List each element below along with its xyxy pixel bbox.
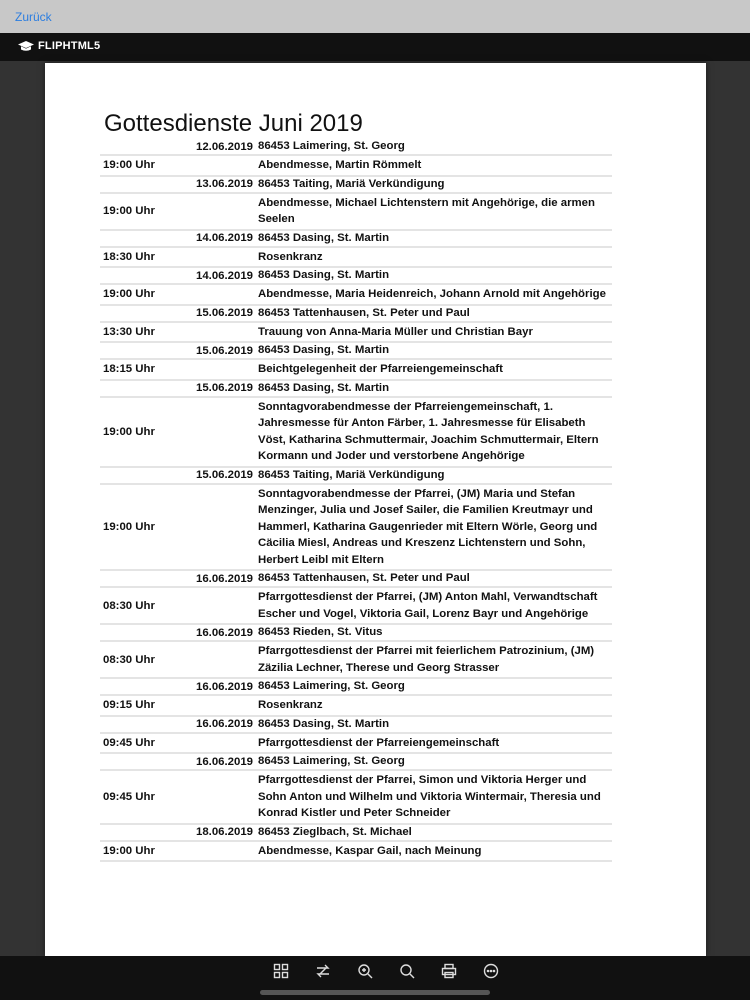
schedule-event-row: [100, 696, 612, 717]
time-cell: 08:30 Uhr: [103, 599, 155, 612]
schedule-place-row: [100, 717, 612, 734]
time-cell: 09:45 Uhr: [103, 736, 155, 749]
schedule-place-row: [100, 306, 612, 323]
document-title: Gottesdienste Juni 2019: [104, 110, 363, 137]
date-cell: 16.06.2019: [195, 718, 253, 730]
schedule-place-row: [100, 625, 612, 642]
grid-icon: [273, 963, 289, 979]
schedule-place-row: [100, 825, 612, 842]
event-cell: Trauung von Anna-Maria Müller und Christian Bayr: [258, 325, 533, 338]
zoom-in-button[interactable]: [344, 963, 386, 979]
flip-mode-button[interactable]: [302, 963, 344, 979]
schedule-event-row: [100, 285, 612, 306]
place-cell: 86453 Dasing, St. Martin: [258, 344, 390, 357]
place-cell: 86453 Dasing, St. Martin: [258, 231, 390, 244]
time-cell: 19:00 Uhr: [103, 205, 155, 217]
schedule-event-row: [100, 194, 612, 231]
place-cell: 86453 Taiting, Mariä Verkündigung: [258, 468, 445, 481]
schedule-place-row: [100, 139, 612, 156]
more-button[interactable]: [470, 963, 512, 979]
time-cell: 19:00 Uhr: [103, 159, 155, 172]
brand-name: FLIPHTML5: [38, 40, 101, 52]
date-cell: 15.06.2019: [195, 382, 253, 394]
schedule-place-row: [100, 381, 612, 398]
schedule-event-row: [100, 398, 612, 468]
search-icon: [399, 963, 415, 979]
brand-logo[interactable]: [18, 40, 100, 52]
place-cell: 86453 Taiting, Mariä Verkündigung: [258, 177, 445, 190]
schedule-place-row: [100, 679, 612, 696]
place-cell: 86453 Zieglbach, St. Michael: [258, 825, 412, 838]
time-cell: 19:00 Uhr: [103, 844, 155, 857]
schedule-event-row: [100, 360, 612, 381]
place-cell: 86453 Laimering, St. Georg: [258, 680, 405, 693]
schedule-place-row: [100, 571, 612, 588]
schedule-place-row: [100, 343, 612, 360]
date-cell: 15.06.2019: [195, 469, 253, 481]
date-cell: 15.06.2019: [195, 307, 253, 319]
browser-top-bar: [0, 0, 750, 33]
event-cell: Pfarrgottesdienst der Pfarreiengemeinschaft: [258, 736, 500, 749]
schedule-event-row: [100, 248, 612, 269]
place-cell: 86453 Dasing, St. Martin: [258, 717, 390, 730]
date-cell: 16.06.2019: [195, 572, 253, 585]
more-icon: [483, 963, 499, 979]
schedule-table: [100, 139, 612, 862]
time-cell: 18:15 Uhr: [103, 363, 155, 376]
time-cell: 09:45 Uhr: [103, 790, 155, 803]
place-cell: 86453 Laimering, St. Georg: [258, 755, 405, 768]
event-cell: Pfarrgottesdienst der Pfarrei, Simon und Viktoria Herger und Sohn Anton und Wilhelm und Viktoria Wintermair, Theresia und Konrad Kistler und Peter Schneider: [258, 774, 601, 819]
date-cell: 14.06.2019: [195, 232, 253, 244]
date-cell: 16.06.2019: [195, 626, 253, 639]
zoom-in-icon: [357, 963, 373, 979]
event-cell: Rosenkranz: [258, 250, 323, 263]
event-cell: Abendmesse, Michael Lichtenstern mit Angehörige, die armen Seelen: [258, 196, 595, 225]
event-cell: Abendmesse, Martin Römmelt: [258, 159, 422, 171]
schedule-place-row: [100, 231, 612, 248]
date-cell: 13.06.2019: [195, 178, 253, 190]
brand-bar: [0, 33, 750, 61]
swap-icon: [315, 963, 331, 979]
event-cell: Pfarrgottesdienst der Pfarrei, (JM) Anton Mahl, Verwandtschaft Escher und Vogel, Viktoria Gail, Lorenz Bayr und Angehörige: [258, 591, 598, 620]
date-cell: 16.06.2019: [195, 755, 253, 768]
place-cell: 86453 Dasing, St. Martin: [258, 269, 390, 282]
print-button[interactable]: [428, 963, 470, 979]
time-cell: 18:30 Uhr: [103, 250, 155, 263]
time-cell: 19:00 Uhr: [103, 425, 155, 438]
schedule-place-row: [100, 754, 612, 771]
event-cell: Pfarrgottesdienst der Pfarrei mit feierlichem Patrozinium, (JM) Zäzilia Lechner, Therese und Georg Strasser: [258, 645, 595, 674]
home-indicator: [260, 990, 490, 995]
schedule-place-row: [100, 177, 612, 194]
schedule-event-row: [100, 771, 612, 825]
event-cell: Sonntagvorabendmesse der Pfarrei, (JM) Maria und Stefan Menzinger, Julia und Josef Sailer, die Familien Kreutmayr und Hammerl, Katharina Gaugenrieder mit Eltern Wörle, Georg und Cäcilia Miesl, Andreas und Kreszenz Lichtenstern und Sohn, Herbert Leibl mit Eltern: [258, 487, 598, 566]
schedule-event-row: [100, 156, 612, 177]
schedule-event-row: [100, 485, 612, 572]
event-cell: Rosenkranz: [258, 699, 323, 711]
viewer-toolbar: [0, 956, 750, 1000]
time-cell: 19:00 Uhr: [103, 520, 155, 533]
schedule-event-row: [100, 642, 612, 679]
event-cell: Abendmesse, Maria Heidenreich, Johann Arnold mit Angehörige: [258, 288, 606, 300]
event-cell: Abendmesse, Kaspar Gail, nach Meinung: [258, 844, 482, 857]
date-cell: 18.06.2019: [195, 826, 253, 838]
schedule-place-row: [100, 268, 612, 285]
back-link[interactable]: Zurück: [15, 10, 52, 24]
graduation-cap-icon: [18, 40, 34, 52]
time-cell: 13:30 Uhr: [103, 325, 155, 338]
date-cell: 16.06.2019: [195, 680, 253, 693]
place-cell: 86453 Dasing, St. Martin: [258, 381, 390, 394]
place-cell: 86453 Tattenhausen, St. Peter und Paul: [258, 306, 470, 319]
schedule-event-row: [100, 588, 612, 625]
place-cell: 86453 Laimering, St. Georg: [258, 140, 405, 153]
date-cell: 15.06.2019: [195, 344, 253, 357]
schedule-place-row: [100, 468, 612, 485]
print-icon: [441, 963, 457, 979]
event-cell: Sonntagvorabendmesse der Pfarreiengemeinschaft, 1. Jahresmesse für Anton Färber, 1. Jahresmesse für Elisabeth Vöst, Katharina Schmuttermair, Joachim Schmuttermair, Eltern Kormann und Joder und verstorbene Angehörige: [258, 400, 599, 462]
place-cell: 86453 Tattenhausen, St. Peter und Paul: [258, 572, 470, 585]
date-cell: 14.06.2019: [195, 269, 253, 282]
date-cell: 12.06.2019: [195, 140, 253, 153]
time-cell: 08:30 Uhr: [103, 653, 155, 666]
time-cell: 09:15 Uhr: [103, 699, 155, 712]
place-cell: 86453 Rieden, St. Vitus: [258, 626, 383, 639]
time-cell: 19:00 Uhr: [103, 288, 155, 301]
search-button[interactable]: [386, 963, 428, 979]
event-cell: Beichtgelegenheit der Pfarreiengemeinschaft: [258, 363, 503, 375]
schedule-event-row: [100, 323, 612, 344]
schedule-event-row: [100, 842, 612, 863]
schedule-event-row: [100, 734, 612, 755]
document-page: [45, 63, 706, 956]
viewer-stage: [0, 61, 750, 956]
thumbnails-button[interactable]: [260, 963, 302, 979]
